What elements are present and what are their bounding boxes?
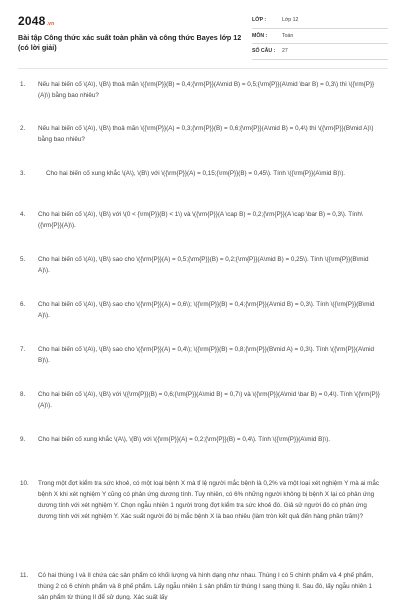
question-number: 6. bbox=[20, 301, 26, 308]
header-divider bbox=[18, 68, 388, 69]
question-item bbox=[20, 123, 380, 145]
question-item bbox=[20, 570, 380, 600]
question-number: 11. bbox=[20, 572, 29, 579]
meta-row-grade bbox=[252, 13, 388, 29]
question-text: Trong một đợt kiểm tra sức khoẻ, có một loại bệnh X mà tỉ lệ người mắc bệnh là 0,2% và một loại xét nghiệm Y mà ai mắc bệnh X khi xét nghiệm Y cũng có phản ứng dương tính. Tuy nhiên, có 6% những người không bị bệnh X lại có phản ứng dương tính với xét nghiệm Y. Chọn ngẫu nhiên 1 người trong đợt kiểm tra sức khoẻ đó. Giả sử người đó có phản ứng dương tính với xét nghiệm Y. Xác suất người đó bị mắc bệnh X là bao nhiêu (làm tròn kết quả đến hàng phần trăm)? bbox=[38, 480, 380, 520]
meta-label: LỚP : bbox=[252, 17, 267, 24]
question-text: Cho hai biến cố \(A\), \(B\) sao cho \({\rm{P}}(A) = 0,6\); \({\rm{P}}(B) = 0,4;{\rm{P}}(A\mid B) = 0,3\). Tính \({\rm{P}}(B\mid A)\). bbox=[38, 301, 375, 319]
question-text: Có hai thùng I và II chứa các sản phẩm có khối lượng và hình dạng như nhau. Thùng I có 5 chính phẩm và 4 phế phẩm, thùng 2 có 6 chính phẩm và 8 phế phẩm. Lấy ngẫu nhiên 1 sản phẩm từ thùng I sang thùng II. Sau đó, lấy ngẫu nhiên 1 sản phẩm từ thùng II để sử dụng. Xác suất lấy bbox=[38, 572, 374, 600]
question-text: Cho hai biến cố xung khắc \(A\), \(B\) với \({\rm{P}}(A) = 0,15;{\rm{P}}(B) = 0,45\). Tính \({\rm{P}}(A\mid B)\). bbox=[46, 170, 346, 177]
logo-suffix: .vn bbox=[46, 21, 55, 27]
question-item bbox=[20, 168, 380, 179]
question-number: 1. bbox=[20, 81, 26, 88]
meta-label: MÔN : bbox=[252, 32, 268, 39]
question-number: 5. bbox=[20, 256, 26, 263]
meta-row-count bbox=[252, 44, 388, 60]
meta-row-subject bbox=[252, 29, 388, 45]
question-number: 9. bbox=[20, 436, 26, 443]
question-number: 4. bbox=[20, 211, 26, 218]
question-text: Cho hai biến cố \(A\), \(B\) với \({\rm{P}}(B) = 0,6;{\rm{P}}(A\mid B) = 0,7\) và \({\rm{P}}(A\mid \bar B) = 0,4\). Tính \({\rm{P}}(A)\). bbox=[38, 391, 380, 409]
question-number: 2. bbox=[20, 125, 26, 132]
question-number: 10. bbox=[20, 480, 29, 487]
question-text: Cho hai biến cố \(A\), \(B\) sao cho \({\rm{P}}(A) = 0,5;{\rm{P}}(B) = 0,2;{\rm{P}}(A\mid B) = 0,25\). Tính \({\rm{P}}(B\mid A)\). bbox=[38, 256, 369, 274]
question-text: Nếu hai biến cố \(A\), \(B\) thoả mãn \({\rm{P}}(B) = 0,4;{\rm{P}}(A\mid B) = 0,5;{\rm{P}}(A\mid \bar B) = 0,3\) thì \({\rm{P}}(A)\) bằng bao nhiêu? bbox=[38, 81, 375, 99]
question-item bbox=[20, 254, 380, 276]
meta-value: 27 bbox=[282, 48, 288, 55]
question-item bbox=[20, 299, 380, 321]
document-header bbox=[0, 0, 400, 66]
question-text: Cho hai biến cố \(A\), \(B\) sao cho \({\rm{P}}(A) = 0,4\); \({\rm{P}}(B) = 0,8;{\rm{P}}(B\mid A) = 0,3\). Tính \({\rm{P}}(A\mid B)\). bbox=[38, 346, 375, 364]
document-meta bbox=[252, 13, 388, 60]
question-item bbox=[20, 478, 380, 522]
meta-value: Lớp 12 bbox=[282, 17, 299, 24]
question-text: Nếu hai biến cố \(A\), \(B\) thoả mãn \({\rm{P}}(A) = 0,3;{\rm{P}}(B) = 0,6;{\rm{P}}(A\mid B) = 0,4\) thì \({\rm{P}}(B\mid A)\) bằng bao nhiêu? bbox=[38, 125, 374, 143]
question-item bbox=[20, 209, 380, 231]
logo-main: 2048 bbox=[18, 14, 46, 28]
site-logo[interactable] bbox=[18, 14, 54, 28]
question-text: Cho hai biến cố xung khắc \(A\), \(B\) với \({\rm{P}}(A) = 0,2;{\rm{P}}(B) = 0,4\). Tính \({\rm{P}}(A\mid B)\). bbox=[38, 436, 331, 443]
document-title: Bài tập Công thức xác suất toàn phần và công thức Bayes lớp 12 (có lời giải) bbox=[18, 33, 242, 52]
question-item bbox=[20, 344, 380, 366]
question-text: Cho hai biến cố \(A\), \(B\) với \(0 < {\rm{P}}(B) < 1\) và \({\rm{P}}(A \cap B) = 0,2;{\rm{P}}(A \cap \bar B) = 0,3\). Tính\({\rm{P}}(A)\). bbox=[38, 211, 363, 229]
question-number: 8. bbox=[20, 391, 26, 398]
question-number: 7. bbox=[20, 346, 26, 353]
question-item bbox=[20, 79, 380, 101]
question-item bbox=[20, 389, 380, 411]
question-number: 3. bbox=[20, 170, 26, 177]
question-item bbox=[20, 434, 380, 445]
meta-value: Toán bbox=[282, 32, 294, 39]
meta-label: SỐ CÂU : bbox=[252, 48, 276, 55]
